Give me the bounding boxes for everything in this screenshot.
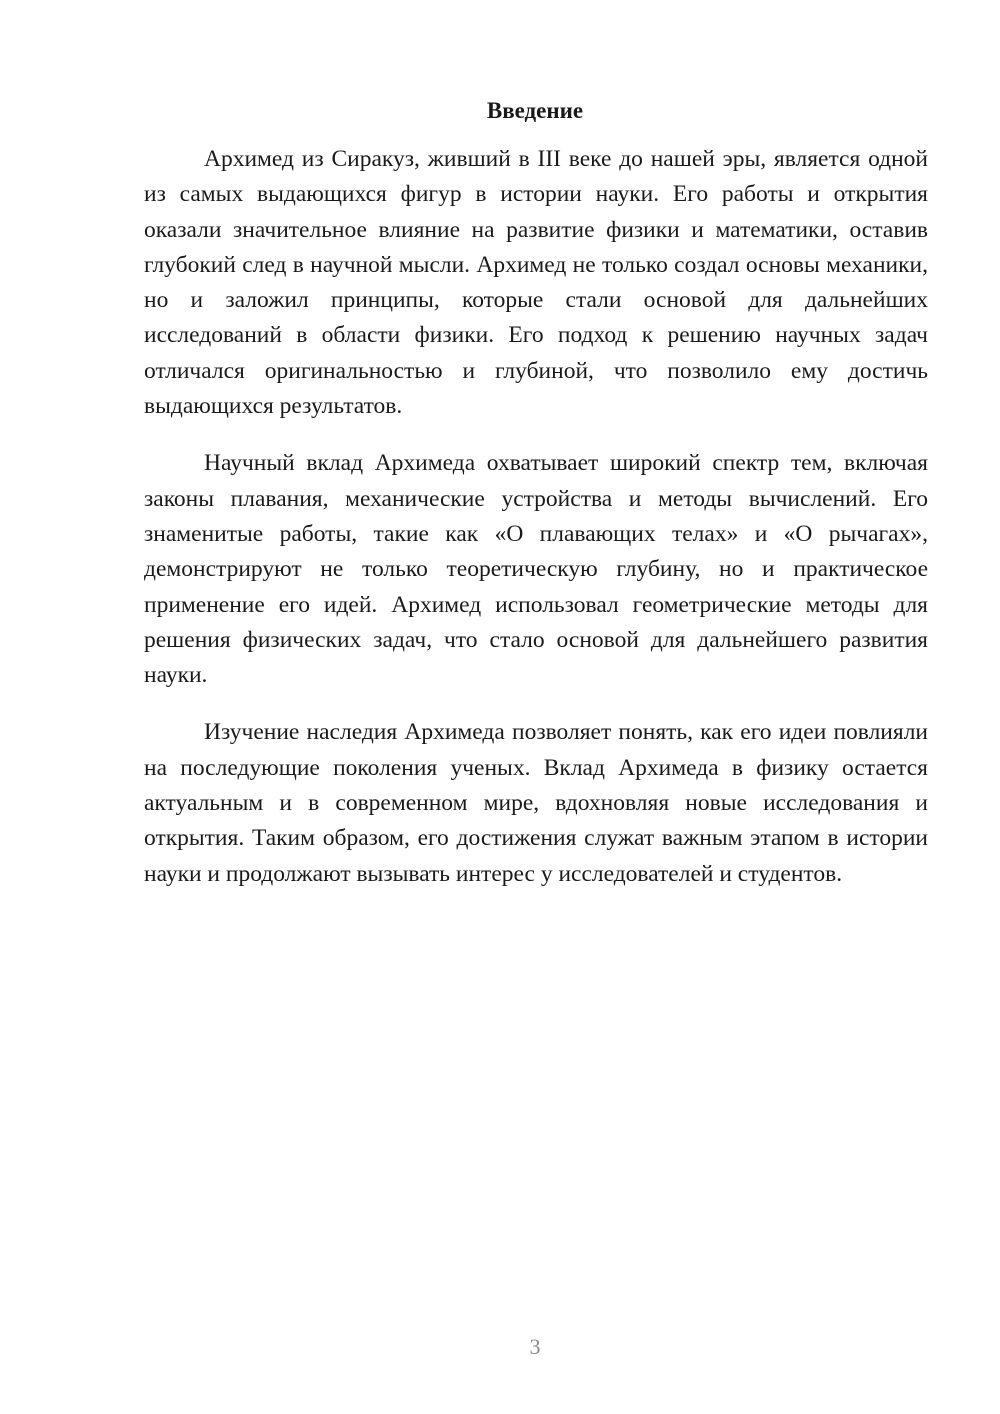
section-title: Введение (486, 98, 584, 123)
paragraph-1: Архимед из Сиракуз, живший в III веке до нашей эры, является одной из самых выдающихся фигур в истории науки. Его работы и открытия оказали значительное влияние на развитие физики и математики, оставив глубокий след в научной мысли. Архимед не только создал основы механики, но и заложил принципы, которые стали основой для дальнейших исследований в области физики. Его подход к решению научных задач отличался оригинальностью и глубиной, что позволило ему достичь выдающихся результатов. (144, 146, 928, 420)
paragraph-3: Изучение наследия Архимеда позволяет понять, как его идеи повлияли на последующие поколения ученых. Вклад Архимеда в физику остается актуальным и в современном мире, вдохновляя новые исследования и открытия. Таким образом, его достижения служат важным этапом в истории науки и продолжают вызывать интерес у исследователей и студентов. (144, 719, 928, 887)
page-number: 3 (529, 1334, 541, 1359)
body-text (144, 142, 928, 914)
paragraph-2: Научный вклад Архимеда охватывает широкий спектр тем, включая законы плавания, механические устройства и методы вычислений. Его знаменитые работы, такие как «О плавающих телах» и «О рычагах», демонстрируют не только теоретическую глубину, но и практическое применение его идей. Архимед использовал геометрические методы для решения физических задач, что стало основой для дальнейшего развития науки. (144, 450, 928, 689)
